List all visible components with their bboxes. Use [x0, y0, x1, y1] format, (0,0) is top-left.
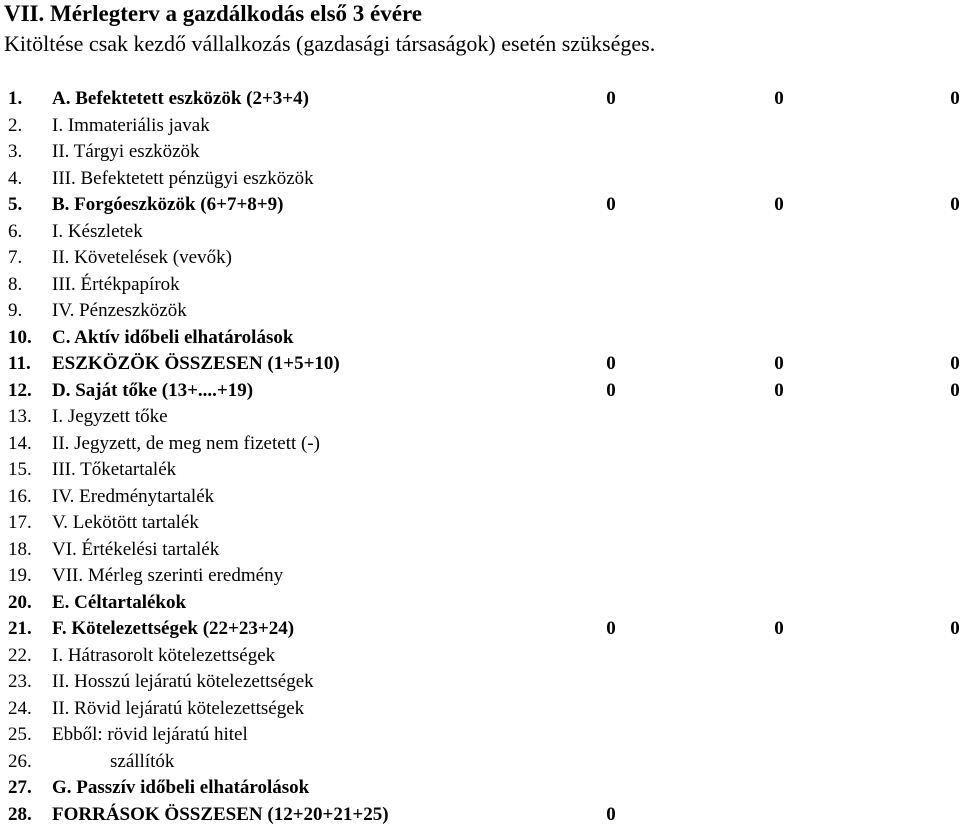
row-value-v2: 0 — [774, 194, 784, 215]
table-row — [0, 802, 960, 829]
row-number: 27. — [8, 777, 32, 798]
row-label: ESZKÖZÖK ÖSSZESEN (1+5+10) — [52, 353, 340, 374]
table-row — [0, 325, 960, 352]
table-row — [0, 351, 960, 378]
row-number: 21. — [8, 618, 32, 639]
row-number: 18. — [8, 538, 32, 560]
table-row — [0, 749, 960, 776]
row-label: III. Tőketartalék — [52, 459, 177, 480]
row-label: F. Kötelezettségek (22+23+24) — [52, 618, 295, 639]
row-number: 16. — [8, 485, 32, 507]
row-label: E. Céltartalékok — [52, 591, 187, 613]
table-row — [0, 192, 960, 219]
row-value-v2: 0 — [774, 379, 784, 401]
row-value-v1: 0 — [606, 379, 616, 401]
row-label: FORRÁSOK ÖSSZESEN (12+20+21+25) — [52, 803, 389, 825]
row-number: 14. — [8, 432, 32, 454]
table-row — [0, 86, 960, 113]
balance-sheet-table — [0, 86, 960, 828]
row-number: 6. — [8, 220, 23, 242]
row-label: II. Jegyzett, de meg nem fizetett (-) — [52, 432, 320, 454]
row-label: II. Követelések (vevők) — [52, 247, 232, 268]
row-label: IV. Pénzeszközök — [52, 300, 187, 321]
row-value-v1: 0 — [606, 618, 616, 639]
row-label: V. Lekötött tartalék — [52, 512, 199, 533]
table-row — [0, 431, 960, 458]
row-value-v3: 0 — [950, 194, 960, 215]
row-value-v1: 0 — [606, 194, 616, 215]
row-label: I. Hátrasorolt kötelezettségek — [52, 644, 276, 666]
row-label: I. Jegyzett tőke — [52, 406, 168, 427]
row-value-v1: 0 — [606, 803, 616, 825]
row-label: szállítók — [110, 750, 175, 772]
row-label: Ebből: rövid lejáratú hitel — [52, 724, 248, 745]
table-row — [0, 219, 960, 246]
table-row — [0, 484, 960, 511]
row-label: G. Passzív időbeli elhatárolások — [52, 777, 310, 798]
row-number: 12. — [8, 379, 32, 401]
row-number: 2. — [8, 114, 23, 136]
row-label: B. Forgóeszközök (6+7+8+9) — [52, 194, 284, 215]
row-number: 28. — [8, 803, 32, 825]
table-row — [0, 457, 960, 484]
row-number: 1. — [8, 88, 23, 109]
table-row — [0, 616, 960, 643]
table-row — [0, 696, 960, 723]
row-value-v3: 0 — [950, 379, 960, 401]
row-value-v2: 0 — [774, 618, 784, 639]
row-number: 22. — [8, 644, 32, 666]
row-label: III. Befektetett pénzügyi eszközök — [52, 167, 314, 189]
row-label: I. Immateriális javak — [52, 114, 210, 136]
row-value-v3: 0 — [950, 88, 960, 109]
row-number: 25. — [8, 724, 32, 745]
row-value-v1: 0 — [606, 353, 616, 374]
section-subtitle: Kitöltése csak kezdő vállalkozás (gazdasági társaságok) esetén szükséges. — [4, 31, 656, 56]
row-number: 19. — [8, 565, 32, 586]
row-number: 7. — [8, 247, 23, 268]
table-row — [0, 113, 960, 140]
row-label: I. Készletek — [52, 220, 143, 242]
table-row — [0, 272, 960, 299]
table-row — [0, 510, 960, 537]
table-row — [0, 139, 960, 166]
section-title: VII. Mérlegterv a gazdálkodás első 3 évére — [4, 1, 422, 26]
row-number: 15. — [8, 459, 32, 480]
table-row — [0, 245, 960, 272]
row-number: 24. — [8, 697, 32, 719]
table-row — [0, 166, 960, 193]
row-number: 20. — [8, 591, 32, 613]
row-number: 4. — [8, 167, 23, 189]
table-row — [0, 298, 960, 325]
row-value-v2: 0 — [774, 353, 784, 374]
table-row — [0, 537, 960, 564]
row-label: VI. Értékelési tartalék — [52, 538, 220, 560]
row-label: II. Tárgyi eszközök — [52, 141, 200, 162]
row-label: IV. Eredménytartalék — [52, 485, 215, 507]
table-row — [0, 563, 960, 590]
table-row — [0, 590, 960, 617]
row-label: III. Értékpapírok — [52, 273, 180, 295]
table-row — [0, 775, 960, 802]
row-number: 17. — [8, 512, 32, 533]
table-row — [0, 378, 960, 405]
row-value-v2: 0 — [774, 88, 784, 109]
row-number: 8. — [8, 273, 23, 295]
table-row — [0, 643, 960, 670]
row-number: 26. — [8, 750, 32, 772]
row-number: 5. — [8, 194, 23, 215]
row-label: II. Hosszú lejáratú kötelezettségek — [52, 671, 314, 692]
row-label: VII. Mérleg szerinti eredmény — [52, 565, 284, 586]
table-row — [0, 722, 960, 749]
row-label: A. Befektetett eszközök (2+3+4) — [52, 88, 309, 109]
row-value-v3: 0 — [950, 353, 960, 374]
row-label: C. Aktív időbeli elhatárolások — [52, 326, 294, 348]
row-number: 9. — [8, 300, 23, 321]
row-number: 23. — [8, 671, 32, 692]
row-number: 13. — [8, 406, 32, 427]
row-label: II. Rövid lejáratú kötelezettségek — [52, 697, 305, 719]
row-value-v3: 0 — [950, 618, 960, 639]
row-value-v1: 0 — [606, 88, 616, 109]
row-label: D. Saját tőke (13+....+19) — [52, 379, 254, 401]
row-number: 10. — [8, 326, 32, 348]
table-row — [0, 404, 960, 431]
row-number: 3. — [8, 141, 23, 162]
row-number: 11. — [8, 353, 31, 374]
table-row — [0, 669, 960, 696]
